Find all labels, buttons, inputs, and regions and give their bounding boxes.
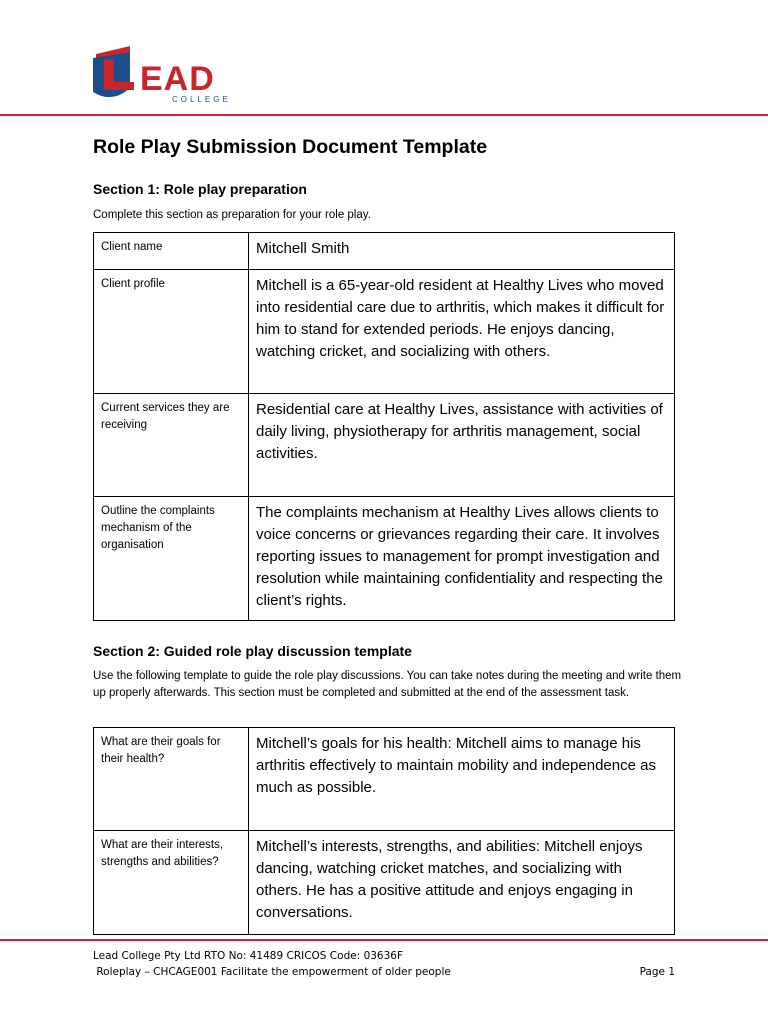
header-rule	[0, 114, 768, 116]
row-value: The complaints mechanism at Healthy Lives allows clients to voice concerns or grievances regarding their care. It involves reporting issues to management for prompt investigation and resolution while maintaining confidentiality and respecting the client’s rights.	[249, 497, 675, 621]
table-row	[94, 270, 675, 394]
logo-mark-icon	[90, 42, 250, 106]
row-value: Mitchell’s goals for his health: Mitchell aims to manage his arthritis effectively to maintain mobility and independence as much as possible.	[249, 728, 675, 831]
footer-registration: Lead College Pty Ltd RTO No: 41489 CRICOS Code: 03636F	[93, 950, 404, 962]
row-label: Client profile	[94, 270, 249, 394]
table-row	[94, 394, 675, 497]
section1-heading: Section 1: Role play preparation	[93, 181, 307, 197]
role-play-preparation-table	[93, 232, 675, 621]
row-label: Outline the complaints mechanism of the organisation	[94, 497, 249, 621]
footer-rule	[0, 939, 768, 941]
table-row	[94, 233, 675, 270]
section2-intro: Use the following template to guide the role play discussions. You can take notes during the meeting and write them up properly afterwards. This section must be completed and submitted at the end of the assessment task.	[93, 670, 682, 699]
section2-heading: Section 2: Guided role play discussion template	[93, 643, 412, 659]
row-label: Current services they are receiving	[94, 394, 249, 497]
row-label: What are their interests, strengths and abilities?	[94, 831, 249, 935]
table-row	[94, 831, 675, 935]
document-title: Role Play Submission Document Template	[93, 136, 488, 158]
page-number: Page 1	[639, 966, 675, 978]
row-value: Mitchell is a 65-year-old resident at Healthy Lives who moved into residential care due to arthritis, which makes it difficult for him to stand for extended periods. He enjoys dancing, watching cricket, and socializing with others.	[249, 270, 675, 394]
row-label: What are their goals for their health?	[94, 728, 249, 831]
row-value: Mitchell Smith	[249, 233, 675, 270]
logo-subtext: COLLEGE	[172, 95, 231, 104]
footer-unit: Roleplay – CHCAGE001 Facilitate the empowerment of older people	[93, 966, 451, 978]
svg-text:EAD: EAD	[140, 60, 215, 98]
row-label: Client name	[94, 233, 249, 270]
lead-college-logo	[90, 42, 250, 106]
table-row	[94, 497, 675, 621]
guided-discussion-table	[93, 727, 675, 935]
row-value: Residential care at Healthy Lives, assistance with activities of daily living, physiotherapy for arthritis management, social activities.	[249, 394, 675, 497]
section1-intro: Complete this section as preparation for your role play.	[93, 209, 371, 221]
table-row	[94, 728, 675, 831]
row-value: Mitchell’s interests, strengths, and abilities: Mitchell enjoys dancing, watching cricket matches, and socializing with others. He has a positive attitude and enjoys engaging in conversations.	[249, 831, 675, 935]
